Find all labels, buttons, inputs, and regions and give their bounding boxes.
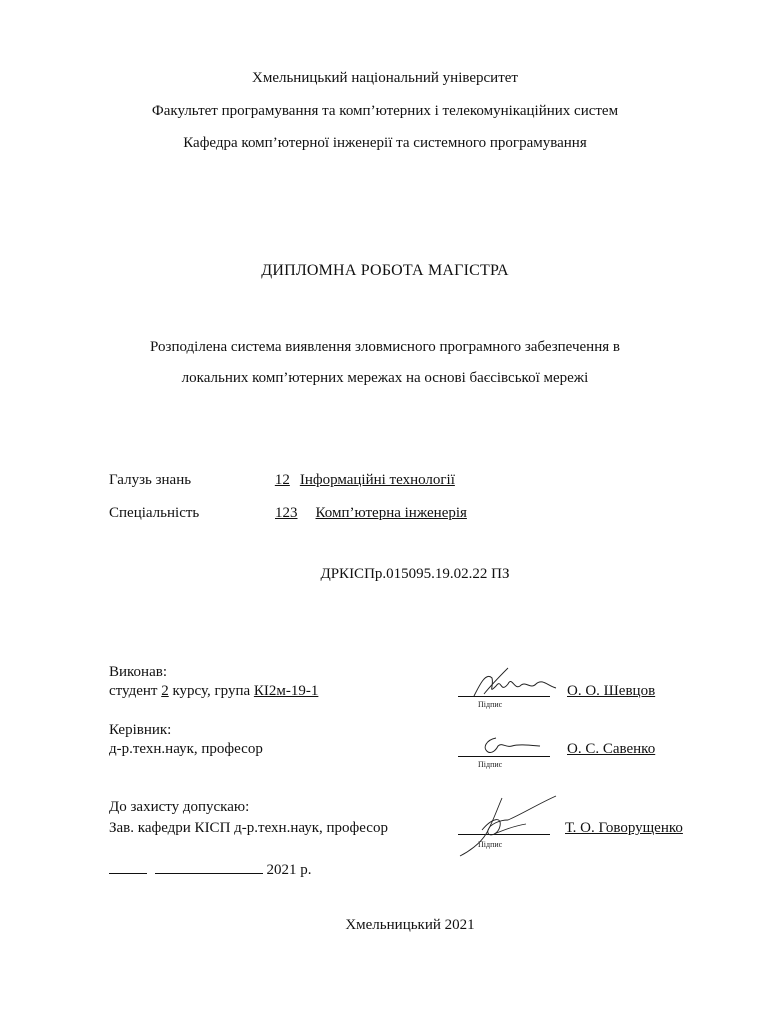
performer-group: КІ2м-19-1 [253,683,319,699]
performer-signature-caption: Підпис [478,700,503,709]
date-month-blank [155,859,263,874]
supervisor-position: д-р.техн.наук, професор [109,741,263,757]
field-name: Інформаційні технології [299,472,455,488]
field-label: Галузь знань [109,472,192,488]
document-type-title: ДИПЛОМНА РОБОТА МАГІСТРА [261,262,509,279]
supervisor-signature [478,734,548,758]
performer-name: О. О. Шевцов [567,683,656,699]
performer-course: 2 [161,683,169,699]
supervisor-signature-caption: Підпис [478,760,503,769]
city-and-year: Хмельницький 2021 [345,917,475,933]
department-name: Кафедра комп’ютерної інженерії та системного програмування [183,135,587,151]
specialty-name: Комп’ютерна інженерія [315,505,467,521]
field-code: 12 [274,472,290,488]
admission-heading: До захисту допускаю: [109,799,250,815]
head-signature-caption: Підпис [478,840,503,849]
performer-signature [470,664,560,700]
performer-heading: Виконав: [109,664,167,680]
document-code: ДРКІСПр.015095.19.02.22 ПЗ [320,566,510,582]
date-line [109,859,312,879]
faculty-name: Факультет програмування та комп’ютерних і телекомунікаційних систем [151,103,619,119]
specialty-row [109,505,467,522]
performer-line: студент 2 курсу, група КІ2м-19-1 [109,683,319,699]
date-day-blank [109,859,147,874]
supervisor-name: О. С. Савенко [567,741,656,757]
university-name: Хмельницький національний університет [252,70,518,86]
topic-line-1: Розподілена система виявлення зловмисного програмного забезпечення в [150,339,620,355]
admission-position: Зав. кафедри КІСП д-р.техн.наук, професор [109,820,388,836]
head-of-department-signature [452,790,562,860]
field-of-knowledge-row [109,472,455,489]
specialty-value [203,505,467,521]
head-of-department-name: Т. О. Говорущенко [565,820,683,836]
supervisor-heading: Керівник: [109,722,172,738]
specialty-label: Спеціальність [109,505,200,521]
date-year: 2021 р. [266,862,312,878]
topic-line-2: локальних комп’ютерних мережах на основі баєсівської мережі [181,370,589,386]
specialty-code: 123 [275,505,298,521]
field-value [195,472,455,488]
